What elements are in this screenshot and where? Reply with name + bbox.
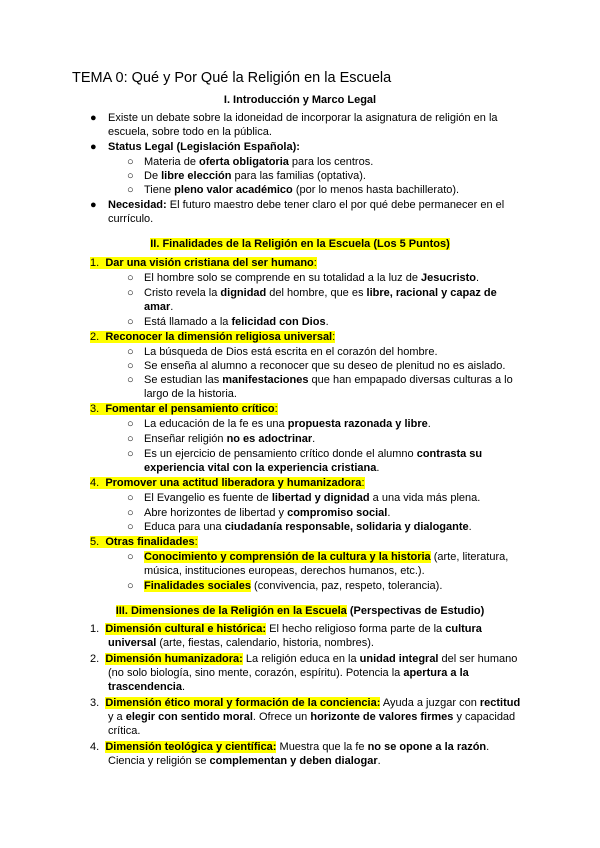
sub-item: Está llamado a la felicidad con Dios. [144, 316, 329, 328]
sub-item: El Evangelio es fuente de libertad y dignidad a una vida más plena. [144, 492, 481, 504]
circle-bullet-icon: ○ [127, 433, 134, 445]
circle-bullet-icon: ○ [127, 492, 134, 504]
sub-item-continuation: amar. [144, 301, 174, 313]
numbered-item-continuation: universal (arte, fiestas, calendario, historia, nombres). [108, 637, 374, 649]
circle-bullet-icon: ○ [127, 287, 134, 299]
section-heading: III. Dimensiones de la Religión en la Escuela (Perspectivas de Estudio) [115, 605, 485, 617]
numbered-item: 3. Dimensión ético moral y formación de la conciencia: Ayuda a juzgar con rectitud [90, 697, 521, 709]
list-item-continuation: escuela, sobre todo en la pública. [108, 126, 272, 138]
sub-item: Educa para una ciudadanía responsable, solidaria y dialogante. [144, 521, 472, 533]
sub-item-continuation: experiencia vital con la experiencia cristiana. [144, 462, 380, 474]
numbered-item: 2. Reconocer la dimensión religiosa universal: [90, 331, 336, 343]
sub-item: Conocimiento y comprensión de la cultura y la historia (arte, literatura, [144, 551, 509, 563]
numbered-item-continuation: (no solo biología, sino mente, corazón, espíritu). Potencia la apertura a la [108, 667, 469, 679]
numbered-item-continuation: Ciencia y religión se complementan y deben dialogar. [108, 755, 381, 767]
numbered-item: 4. Dimensión teológica y científica: Muestra que la fe no se opone a la razón. [90, 741, 490, 753]
numbered-item-continuation: trascendencia. [108, 681, 186, 693]
sub-item: La educación de la fe es una propuesta razonada y libre. [144, 418, 431, 430]
sub-item: De libre elección para las familias (optativa). [144, 170, 366, 182]
section-heading: I. Introducción y Marco Legal [223, 94, 377, 106]
section-heading: II. Finalidades de la Religión en la Escuela (Los 5 Puntos) [150, 238, 450, 250]
bullet-icon: ● [90, 112, 97, 124]
sub-item: Finalidades sociales (convivencia, paz, respeto, tolerancia). [144, 580, 443, 592]
bullet-icon: ● [90, 141, 97, 153]
circle-bullet-icon: ○ [127, 521, 134, 533]
sub-item: Se enseña al alumno a reconocer que su deseo de plenitud no es aislado. [144, 360, 506, 372]
circle-bullet-icon: ○ [127, 360, 134, 372]
numbered-item: 1. Dar una visión cristiana del ser humano: [90, 257, 317, 269]
numbered-item-continuation: y a elegir con sentido moral. Ofrece un horizonte de valores firmes y capacidad [108, 711, 516, 723]
numbered-item-continuation: crítica. [108, 725, 141, 737]
list-item: Necesidad: El futuro maestro debe tener claro el por qué debe permanecer en el [108, 199, 505, 211]
circle-bullet-icon: ○ [127, 580, 134, 592]
list-item: Status Legal (Legislación Española): [108, 141, 300, 153]
sub-item: El hombre solo se comprende en su totalidad a la luz de Jesucristo. [144, 272, 480, 284]
sub-item: La búsqueda de Dios está escrita en el corazón del hombre. [144, 346, 438, 358]
sub-item-continuation: música, instituciones europeas, derechos humanos, etc.). [144, 565, 425, 577]
page-title: TEMA 0: Qué y Por Qué la Religión en la Escuela [72, 70, 392, 86]
circle-bullet-icon: ○ [127, 507, 134, 519]
circle-bullet-icon: ○ [127, 184, 134, 196]
circle-bullet-icon: ○ [127, 448, 134, 460]
numbered-item: 5. Otras finalidades: [90, 536, 198, 548]
sub-item: Es un ejercicio de pensamiento crítico donde el alumno contrasta su [144, 448, 483, 460]
sub-item: Enseñar religión no es adoctrinar. [144, 433, 316, 445]
sub-item-continuation: largo de la historia. [144, 388, 237, 400]
circle-bullet-icon: ○ [127, 418, 134, 430]
circle-bullet-icon: ○ [127, 346, 134, 358]
list-item-continuation: currículo. [108, 213, 154, 225]
sub-item: Cristo revela la dignidad del hombre, que es libre, racional y capaz de [144, 287, 497, 299]
circle-bullet-icon: ○ [127, 374, 134, 386]
numbered-item: 3. Fomentar el pensamiento crítico: [90, 403, 278, 415]
list-item: Existe un debate sobre la idoneidad de incorporar la asignatura de religión en la [108, 112, 498, 124]
circle-bullet-icon: ○ [127, 272, 134, 284]
sub-item: Tiene pleno valor académico (por lo menos hasta bachillerato). [144, 184, 460, 196]
circle-bullet-icon: ○ [127, 156, 134, 168]
circle-bullet-icon: ○ [127, 316, 134, 328]
numbered-item: 4. Promover una actitud liberadora y humanizadora: [90, 477, 365, 489]
numbered-item: 2. Dimensión humanizadora: La religión educa en la unidad integral del ser humano [90, 653, 518, 665]
sub-item: Se estudian las manifestaciones que han empapado diversas culturas a lo [144, 374, 513, 386]
circle-bullet-icon: ○ [127, 551, 134, 563]
bullet-icon: ● [90, 199, 97, 211]
sub-item: Abre horizontes de libertad y compromiso social. [144, 507, 391, 519]
sub-item: Materia de oferta obligatoria para los centros. [144, 156, 374, 168]
numbered-item: 1. Dimensión cultural e histórica: El hecho religioso forma parte de la cultura [90, 623, 482, 635]
circle-bullet-icon: ○ [127, 170, 134, 182]
